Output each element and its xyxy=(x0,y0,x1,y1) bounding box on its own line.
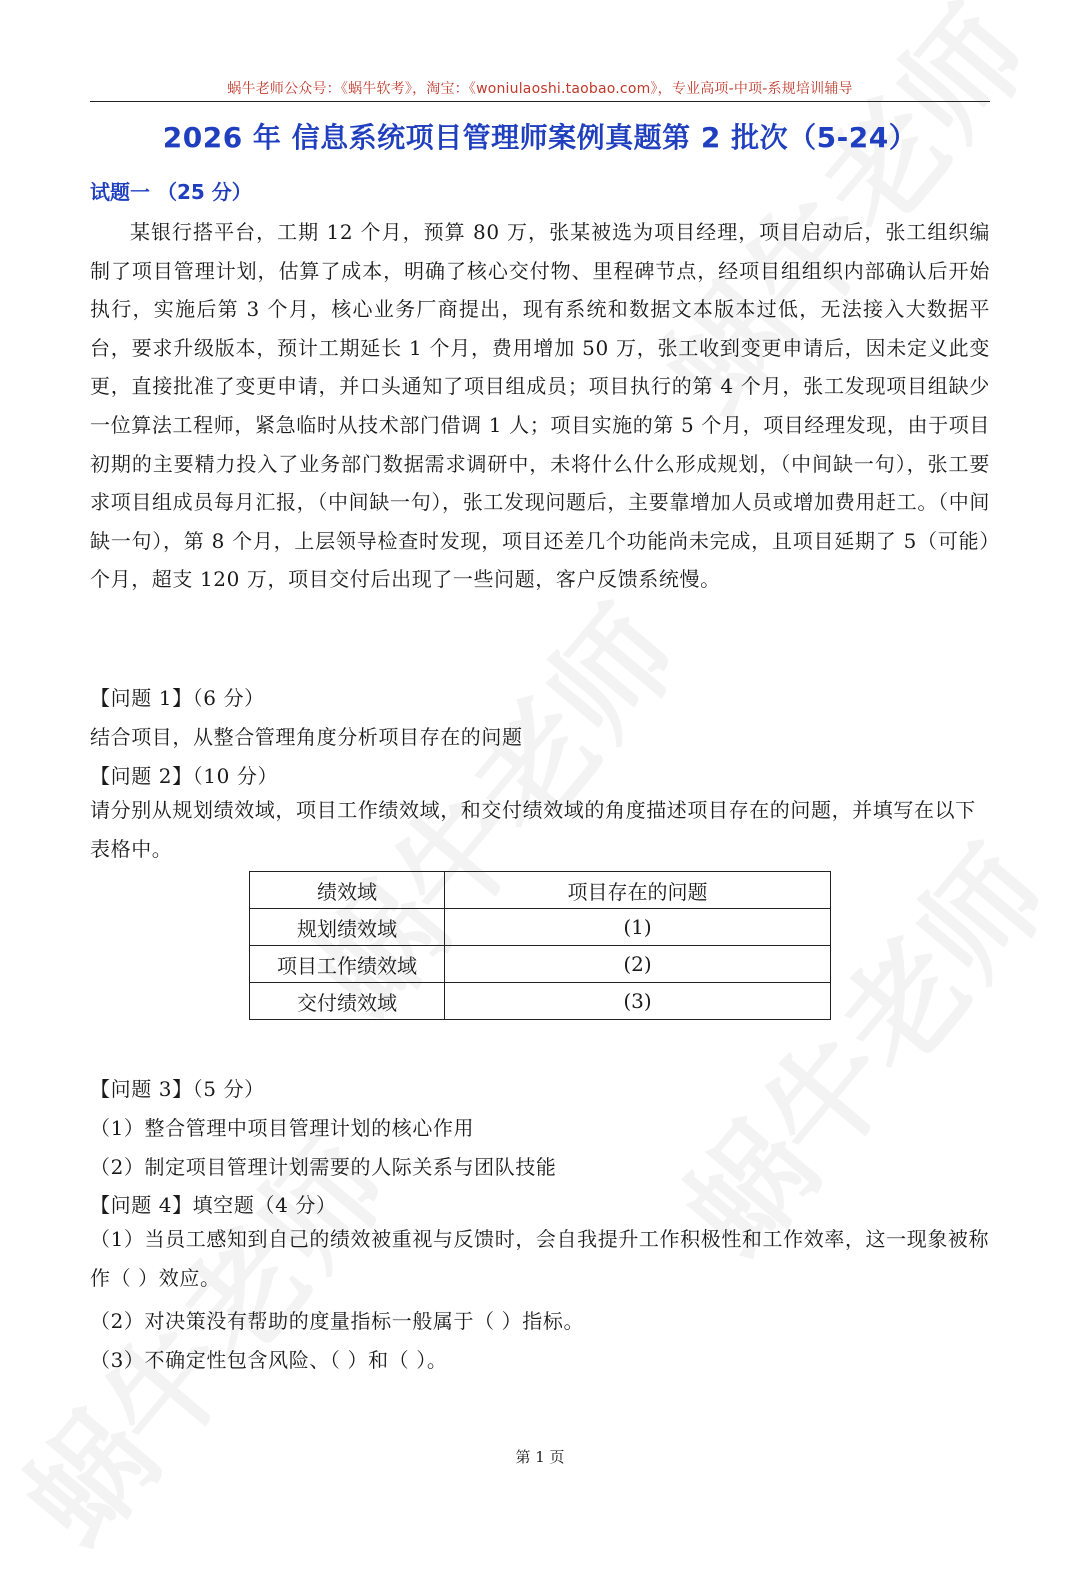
question-2-heading: 【问题 2】（10 分） xyxy=(90,764,279,788)
table-cell: (3) xyxy=(445,983,831,1020)
section-title: 试题一 （25 分） xyxy=(90,180,252,204)
question-2-text: 请分别从规划绩效域，项目工作绩效域，和交付绩效域的角度描述项目存在的问题，并填写在以下表格中。 xyxy=(90,798,976,861)
table-row xyxy=(250,983,831,1020)
table-cell: 交付绩效域 xyxy=(250,983,445,1020)
table-cell: (1) xyxy=(445,909,831,946)
table-cell: 规划绩效域 xyxy=(250,909,445,946)
table-header-cell: 绩效域 xyxy=(250,872,445,909)
question-3-item: （1）整合管理中项目管理计划的核心作用 xyxy=(90,1116,475,1140)
header-divider xyxy=(90,101,990,102)
table-header-cell: 项目存在的问题 xyxy=(445,872,831,909)
question-4-heading: 【问题 4】填空题（4 分） xyxy=(90,1193,337,1217)
question-3-item: （2）制定项目管理计划需要的人际关系与团队技能 xyxy=(90,1155,557,1179)
header-promo: 蜗牛老师公众号：《蜗牛软考》，淘宝：《woniulaoshi.taobao.com》，专业高项-中项-系规培训辅导 xyxy=(227,81,853,97)
table-cell: 项目工作绩效域 xyxy=(250,946,445,983)
question-1-text: 结合项目，从整合管理角度分析项目存在的问题 xyxy=(90,725,523,749)
question-1-heading: 【问题 1】（6 分） xyxy=(90,686,265,710)
page-title: 2026 年 信息系统项目管理师案例真题第 2 批次（5-24） xyxy=(162,121,918,154)
question-4-item: （2）对决策没有帮助的度量指标一般属于（ ）指标。 xyxy=(90,1309,585,1333)
table-row xyxy=(250,909,831,946)
question-4-item: （1）当员工感知到自己的绩效被重视与反馈时，会自我提升工作积极性和工作效率，这一现象被称作（ ）效应。 xyxy=(90,1227,990,1290)
table-cell: (2) xyxy=(445,946,831,983)
table-header-row xyxy=(250,872,831,909)
case-description: 某银行搭平台，工期 12 个月，预算 80 万，张某被选为项目经理，项目启动后，张工组织编制了项目管理计划，估算了成本，明确了核心交付物、里程碑节点，经项目组组织内部确认后开始执行，实施后第 3 个月，核心业务厂商提出，现有系统和数据文本版本过低，无法接入大数据平台，要求升级版本，预计工期延长 1 个月，费用增加 50 万，张工收到变更申请后，因未定义此变更，直接批准了变更申请，并口头通知了项目组成员；项目执行的第 4 个月，张工发现项目组缺少一位算法工程师，紧急临时从技术部门借调 1 人；项目实施的第 5 个月，项目经理发现，由于项目初期的主要精力投入了业务部门数据需求调研中，未将什么什么形成规划，（中间缺一句），张工要求项目组成员每月汇报，（中间缺一句），张工发现问题后，主要靠增加人员或增加费用赶工。（中间缺一句），第 8 个月，上层领导检查时发现，项目还差几个功能尚未完成，且项目延期了 5（可能）个月，超支 120 万，项目交付后出现了一些问题，客户反馈系统慢。 xyxy=(90,220,990,592)
performance-domain-table xyxy=(249,871,831,1020)
question-3-heading: 【问题 3】（5 分） xyxy=(90,1077,265,1101)
page-number: 第 1 页 xyxy=(515,1448,565,1466)
table-row xyxy=(250,946,831,983)
question-4-item: （3）不确定性包含风险、（ ）和（ ）。 xyxy=(90,1348,448,1372)
